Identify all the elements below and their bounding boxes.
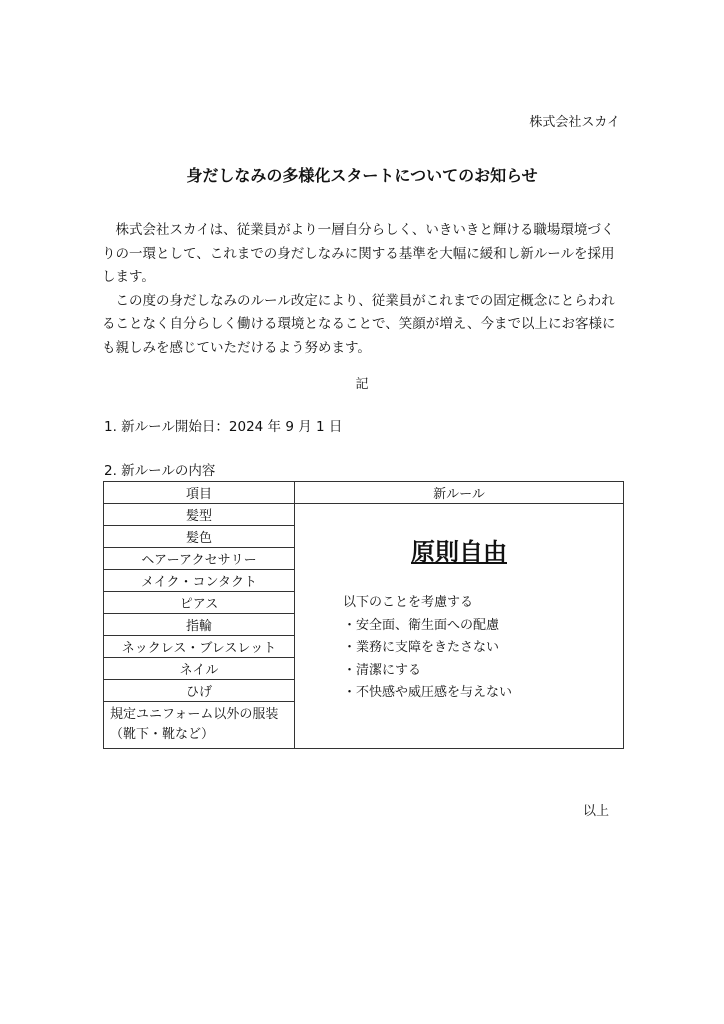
consideration-item: ・清潔にする: [343, 662, 422, 678]
closing-text: 以上: [583, 804, 610, 819]
rules-table: [103, 481, 624, 749]
header-rule: 新ルール: [295, 482, 624, 504]
company-name: 株式会社スカイ: [529, 115, 620, 130]
item-cell: ひげ: [104, 680, 295, 702]
item-cell: メイク・コンタクト: [104, 570, 295, 592]
item-cell: 指輪: [104, 614, 295, 636]
body-text: [102, 219, 622, 360]
table-header-row: [104, 482, 624, 504]
item-cell: ネックレス・ブレスレット: [104, 636, 295, 658]
page-title: 身だしなみの多様化スタートについてのお知らせ: [186, 166, 538, 185]
item-cell: ネイル: [104, 658, 295, 680]
item-cell: ピアス: [104, 592, 295, 614]
paragraph: 株式会社スカイは、従業員がより一層自分らしく、いきいきと輝ける職場環境づくりの一環として、これまでの身だしなみに関する基準を大幅に緩和し新ルールを採用します。: [102, 222, 615, 285]
rule-main: 原則自由: [411, 538, 507, 566]
consideration-intro: 以下のことを考慮する: [343, 595, 474, 610]
consideration-item: ・業務に支障をきたさない: [343, 640, 500, 655]
table-row: [104, 504, 624, 526]
item-cell: 髪色: [104, 526, 295, 548]
considerations-list: [343, 592, 512, 705]
consideration-item: ・安全面、衛生面への配慮: [343, 617, 500, 633]
item-cell: 規定ユニフォーム以外の服装（靴下・靴など）: [104, 702, 295, 749]
paragraph: この度の身だしなみのルール改定により、従業員がこれまでの固定概念にとらわれることなく自分らしく働ける環境となることで、笑顔が増え、今まで以上にお客様にも親しみを感じていただけるよう努めます。: [102, 292, 616, 356]
item-cell: 髪型: [104, 504, 295, 526]
ki-heading: 記: [355, 377, 369, 392]
rule-cell: [295, 504, 624, 749]
item-cell: ヘアーアクセサリー: [104, 548, 295, 570]
header-item: 項目: [104, 482, 295, 504]
section-start-date: 1. 新ルール開始日：2024 年 9 月 1 日: [104, 419, 343, 435]
consideration-item: ・不快感や威圧感を与えない: [343, 685, 513, 700]
section-rule-content: 2. 新ルールの内容: [104, 463, 216, 479]
